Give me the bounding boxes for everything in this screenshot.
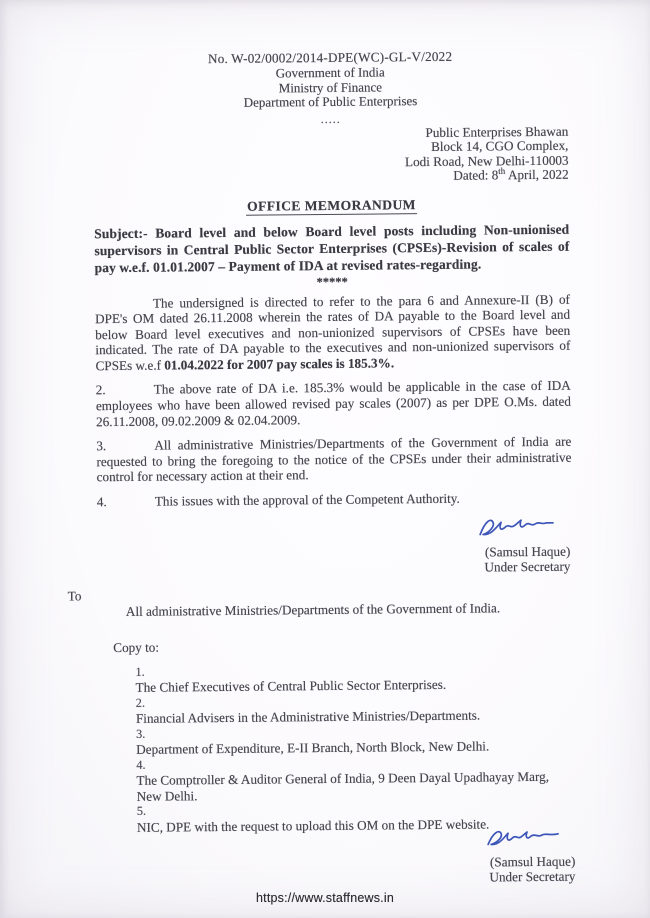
copy-to-label: Copy to: [113, 639, 160, 655]
signatory-designation: Under Secretary [484, 558, 571, 575]
paragraph-3-number: 3. [96, 438, 107, 454]
date-ordinal: th [498, 165, 506, 176]
addressee-text: All administrative Ministries/Departments of the Government of India. [125, 599, 501, 619]
paragraph-1: The undersigned is directed to refer to the para 6 and Annexure-II (B) of DPE's OM dated 26.11.2008 wherein the rates of DA payable to the Board level and below Board level executives and non-unionized supervisors of CPSEs have been indicated. The rate of DA payable to the executives and non-unionized supervisors of CPSEs w.e.f 01.04.2022 for 2007 pay scales is 185.3%. [94, 291, 571, 374]
subject-line: Subject:- Board level and below Board level posts including Non-unionised supervisors in Central Public Sector Enterprises (CPSEs)-Revision of scales of pay w.e.f. 01.01.2007 – Payment of IDA at revised rates-regarding. [94, 221, 570, 275]
copy-list-item: 4.The Comptroller & Auditor General of India, 9 Deen Dayal Upadhayay Marg, New Delhi. [136, 757, 550, 804]
handwritten-signature-icon [483, 827, 561, 855]
paragraph-4: 4. This issues with the approval of the Competent Authority. [96, 490, 460, 510]
copy-to-list [135, 660, 575, 834]
org-line-department: Department of Public Enterprises [243, 93, 418, 110]
divider-dots: ..... [320, 111, 341, 126]
paragraph-2: 2. The above rate of DA i.e. 185.3% would be applicable in the case of IDA employees who have been allowed revised pay scales (2007) as per DPE O.Ms. dated 26.11.2008, 09.02.2009 & 02.04.2009. [95, 378, 571, 429]
document-title: OFFICE MEMORANDUM [94, 195, 569, 216]
paragraph-2-number: 2. [95, 382, 106, 398]
copy-list-item: 1.The Chief Executives of Central Public Sector Enterprises. [135, 664, 447, 695]
signature-block-1 [97, 514, 573, 578]
address-line: Public Enterprises Bhawan [425, 123, 569, 140]
letterhead [93, 64, 569, 128]
address-line: Block 14, CGO Complex, [430, 137, 569, 154]
to-label: To [67, 587, 82, 604]
source-watermark-url: https://www.staffnews.in [256, 891, 394, 905]
address-line: Lodi Road, New Delhi-110003 [404, 152, 569, 169]
copy-list-item: 2.Financial Advisers in the Administrative Ministries/Departments. [135, 695, 481, 726]
signatory-name: (Samsul Haque) [484, 543, 571, 560]
reference-number: No. W-02/0002/2014-DPE(WC)-GL-V/2022 [207, 48, 453, 67]
paragraph-3: 3. All administrative Ministries/Departments of the Government of India are requested to bring the foregoing to the notice of the CPSEs under their administrative control for necessary action at their end. [96, 433, 572, 485]
paragraph-4-number: 4. [96, 494, 107, 510]
handwritten-signature-icon [474, 514, 556, 544]
copy-list-item: 5.NIC, DPE with the request to upload this OM on the DPE website. [136, 804, 490, 835]
date-line: Dated: 8th April, 2022 [453, 165, 569, 183]
org-line-government: Government of India [275, 64, 385, 81]
org-line-ministry: Ministry of Finance [278, 78, 383, 95]
signatory-name: (Samsul Haque) [489, 854, 576, 870]
copy-list-item: 3.Department of Expenditure, E-II Branch, North Block, New Delhi. [135, 726, 490, 757]
signatory-designation: Under Secretary [489, 869, 576, 885]
address-block [93, 124, 569, 187]
separator-stars: ***** [316, 274, 348, 289]
paragraph-1-bold: 01.04.2022 for 2007 pay scales is 185.3%. [164, 355, 395, 373]
signature-block-2 [100, 827, 576, 889]
